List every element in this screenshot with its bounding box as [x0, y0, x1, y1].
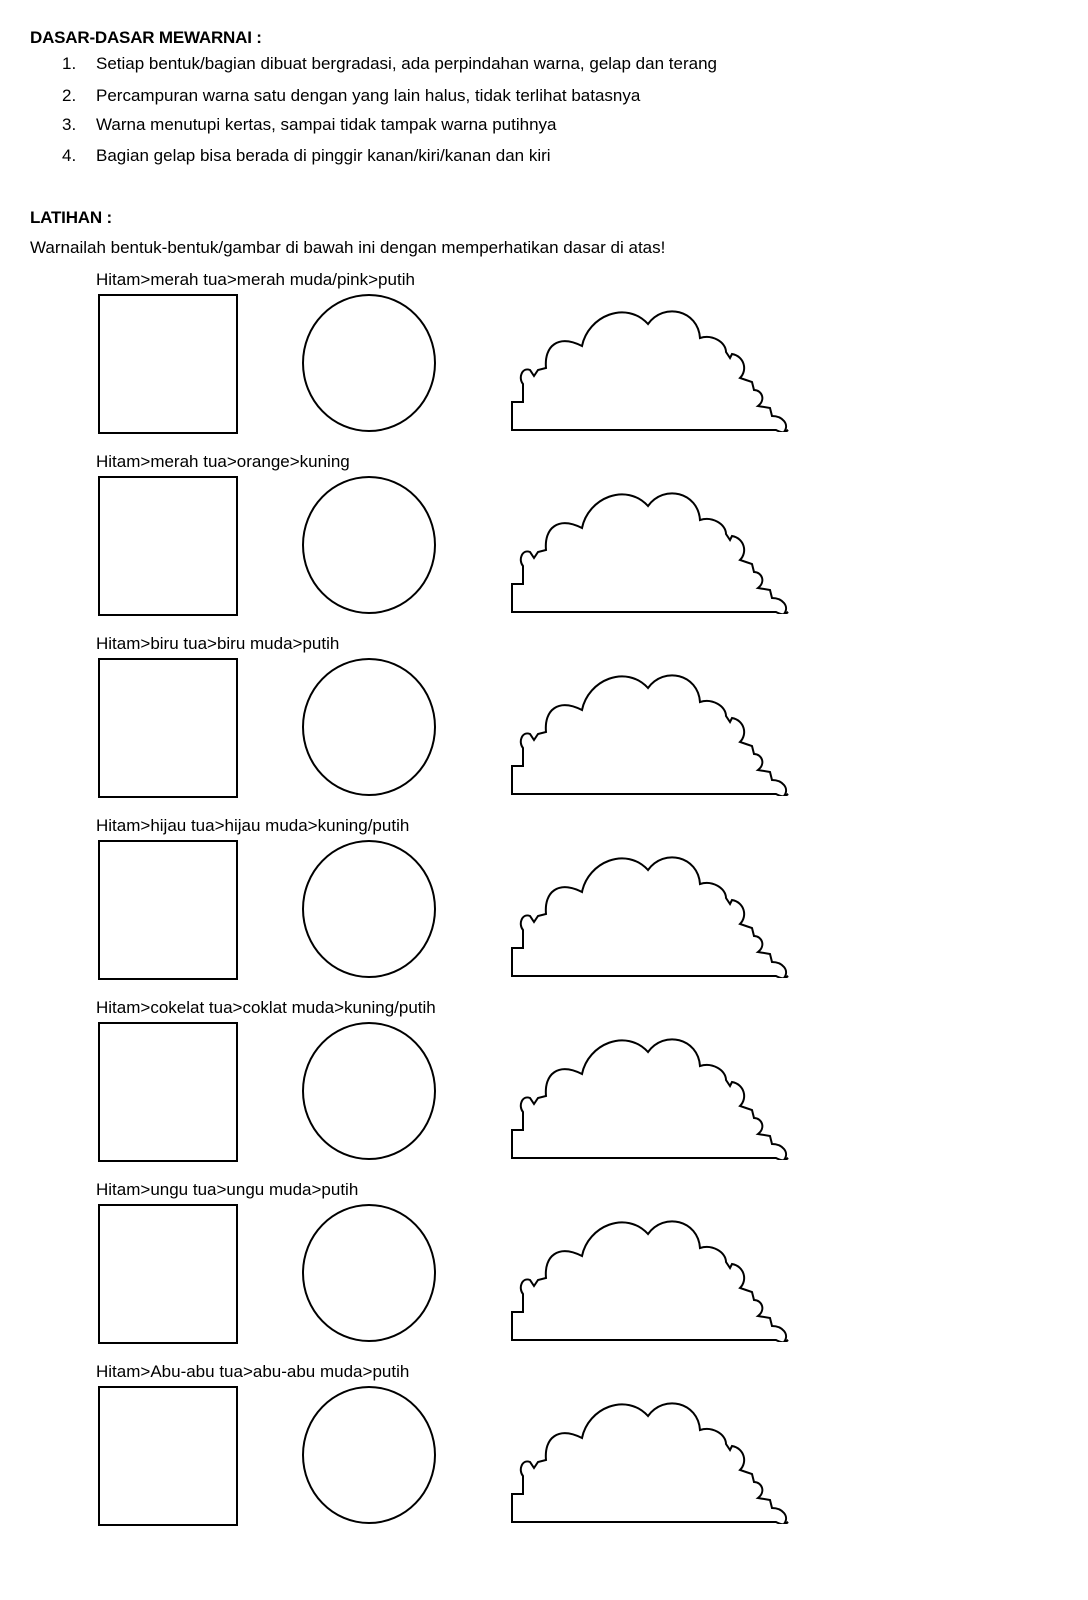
- square-shape: [98, 658, 238, 798]
- cloud-shape: [508, 1214, 793, 1342]
- rule-text: Percampuran warna satu dengan yang lain halus, tidak terlihat batasnya: [96, 86, 641, 105]
- exercise-row: [0, 1180, 1088, 1362]
- exercise-row: [0, 998, 1088, 1180]
- exercise-instruction: Warnailah bentuk-bentuk/gambar di bawah ini dengan memperhatikan dasar di atas!: [30, 238, 666, 257]
- cloud-shape: [508, 850, 793, 978]
- rule-text: Setiap bentuk/bagian dibuat bergradasi, ada perpindahan warna, gelap dan terang: [96, 54, 717, 73]
- square-shape: [98, 294, 238, 434]
- rule-number: 4.: [62, 146, 77, 165]
- square-shape: [98, 840, 238, 980]
- rule-item: [62, 146, 551, 166]
- cloud-shape: [508, 304, 793, 432]
- rule-item: [62, 115, 557, 135]
- rule-text: Warna menutupi kertas, sampai tidak tampak warna putihnya: [96, 115, 557, 134]
- gradient-label: Hitam>Abu-abu tua>abu-abu muda>putih: [96, 1362, 410, 1381]
- cloud-shape: [508, 1032, 793, 1160]
- cloud-shape: [508, 486, 793, 614]
- exercise-row: [0, 1362, 1088, 1544]
- cloud-shape: [508, 668, 793, 796]
- circle-shape: [302, 1386, 436, 1524]
- square-shape: [98, 1022, 238, 1162]
- gradient-label: Hitam>cokelat tua>coklat muda>kuning/putih: [96, 998, 436, 1017]
- exercise-row: [0, 452, 1088, 634]
- square-shape: [98, 476, 238, 616]
- circle-shape: [302, 1204, 436, 1342]
- gradient-label: Hitam>hijau tua>hijau muda>kuning/putih: [96, 816, 410, 835]
- rule-item: [62, 54, 717, 74]
- rule-text: Bagian gelap bisa berada di pinggir kanan/kiri/kanan dan kiri: [96, 146, 551, 165]
- exercise-row: [0, 816, 1088, 998]
- gradient-label: Hitam>merah tua>orange>kuning: [96, 452, 350, 471]
- gradient-label: Hitam>biru tua>biru muda>putih: [96, 634, 340, 653]
- rule-number: 3.: [62, 115, 77, 134]
- circle-shape: [302, 840, 436, 978]
- circle-shape: [302, 294, 436, 432]
- square-shape: [98, 1204, 238, 1344]
- cloud-shape: [508, 1396, 793, 1524]
- gradient-label: Hitam>ungu tua>ungu muda>putih: [96, 1180, 359, 1199]
- rule-number: 1.: [62, 54, 77, 73]
- circle-shape: [302, 1022, 436, 1160]
- exercise-title: LATIHAN :: [30, 208, 112, 227]
- square-shape: [98, 1386, 238, 1526]
- circle-shape: [302, 658, 436, 796]
- exercise-row: [0, 270, 1088, 452]
- gradient-label: Hitam>merah tua>merah muda/pink>putih: [96, 270, 415, 289]
- rule-item: [62, 86, 640, 106]
- circle-shape: [302, 476, 436, 614]
- basics-title: DASAR-DASAR MEWARNAI :: [30, 28, 262, 47]
- exercise-row: [0, 634, 1088, 816]
- rule-number: 2.: [62, 86, 77, 105]
